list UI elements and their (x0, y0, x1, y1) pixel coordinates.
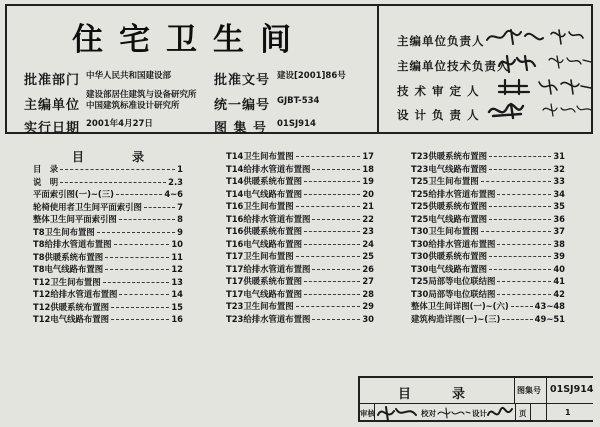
toc-entry-title: T8卫生间布置图 (33, 226, 95, 237)
toc-entry-title: T14卫生间布置图 (226, 151, 294, 161)
toc-entry-title: T23给排水管道布置图 (226, 313, 311, 324)
toc-leader-dots (481, 181, 552, 182)
toc-entry-title: T16电气线路布置图 (226, 238, 302, 249)
toc-leader-dots (304, 294, 360, 295)
toc-entry (226, 200, 374, 213)
strip-atlas-no-value: 01SJ914 (550, 384, 594, 395)
approval-no-label: 批准文号 (214, 73, 271, 88)
toc-leader-dots (304, 244, 360, 245)
toc-entry-title: 整体卫生间详图(一)~(六) (411, 301, 509, 311)
toc-entry-page: 10 (171, 239, 183, 249)
toc-entry (411, 175, 565, 188)
toc-entry (411, 225, 565, 238)
toc-entry-page: 19 (362, 176, 374, 186)
toc-entry-title: T25电气线路布置图 (411, 213, 487, 224)
signatory-role-chief-unit: 主编单位负责人 (397, 34, 485, 48)
main-unit-value-line2: 中国建筑标准设计研究所 (86, 101, 180, 111)
toc-leader-dots (481, 231, 552, 232)
toc-leader-dots (116, 194, 162, 195)
toc-entry-title: T14供暖系统布置图 (226, 176, 302, 186)
toc-entry (226, 263, 374, 276)
toc-entry-title: 建筑构造详图(一)~(三) (411, 313, 501, 324)
toc-entry-page: 27 (362, 276, 374, 286)
toc-entry (226, 250, 374, 263)
toc-entry (226, 288, 374, 301)
toc-entry-title: T30给排水管道布置图 (411, 238, 496, 249)
toc-entry-page: 37 (553, 226, 565, 236)
toc-entry-page: 28 (362, 288, 374, 299)
toc-entry-page: 4~6 (164, 189, 183, 199)
atlas-no-label: 图 集 号 (214, 121, 268, 136)
toc-entry-title: T14给排水管道布置图 (226, 163, 311, 174)
toc-entry-title: T30电气线路布置图 (411, 263, 487, 274)
toc-leader-dots (60, 182, 166, 183)
toc-leader-dots (296, 206, 361, 207)
toc-entry-page: 38 (553, 238, 565, 249)
toc-leader-dots (489, 156, 551, 157)
toc-entry-title: T17供暖系统布置图 (226, 276, 302, 286)
toc-entry-page: 43~48 (534, 301, 565, 311)
title-strip-vline-2 (546, 376, 547, 422)
toc-entry (226, 300, 374, 313)
toc-entry-page: 9 (177, 226, 183, 237)
toc-leader-dots (304, 194, 360, 195)
toc-entry-page: 49~51 (534, 313, 565, 324)
signature-chief-tech (497, 52, 595, 74)
toc-entry-page: 30 (362, 313, 374, 324)
toc-leader-dots (103, 282, 170, 283)
toc-entry-title: T23电气线路布置图 (411, 163, 487, 174)
document-title: 住宅卫生间 (72, 22, 307, 58)
toc-entry-page: 1 (177, 164, 183, 174)
toc-entry-page: 25 (362, 251, 374, 261)
toc-entry-title: T8给排水管道布置图 (33, 239, 112, 249)
toc-entry-page: 22 (362, 213, 374, 224)
strip-atlas-no-label: 图集号 (517, 386, 541, 395)
toc-entry-title: T25供暖系统布置图 (411, 201, 487, 211)
strip-page-label: 页 (519, 409, 527, 418)
toc-leader-dots (511, 306, 533, 307)
toc-leader-dots (489, 169, 551, 170)
toc-entry (411, 163, 565, 176)
toc-column-3 (411, 150, 565, 325)
toc-entry-page: 29 (362, 301, 374, 311)
strip-check-label: 校对 (421, 409, 436, 418)
toc-entry-page: 41 (553, 276, 565, 286)
toc-entry-title: T12电气线路布置图 (33, 314, 109, 324)
toc-entry (33, 213, 183, 226)
toc-entry-title: T14电气线路布置图 (226, 188, 302, 199)
main-unit-value-line1: 建设部居住建筑与设备研究所 (86, 90, 197, 100)
toc-leader-dots (304, 231, 360, 232)
toc-entry (226, 188, 374, 201)
toc-entry-title: 轮椅使用者卫生间平面索引图 (33, 201, 142, 212)
toc-entry (33, 276, 183, 289)
toc-entry (226, 163, 374, 176)
toc-entry-page: 11 (171, 251, 183, 262)
toc-entry-page: 8 (177, 214, 183, 224)
toc-entry (411, 263, 565, 276)
toc-column-1 (33, 163, 183, 326)
strip-review-label: 审核 (360, 409, 375, 418)
toc-entry-title: T30局部等电位联结图 (411, 288, 496, 299)
toc-leader-dots (296, 306, 361, 307)
toc-leader-dots (97, 232, 175, 233)
strip-signature-review (376, 403, 420, 422)
toc-leader-dots (497, 281, 551, 282)
toc-entry-page: 18 (362, 163, 374, 174)
toc-entry-title: T17电气线路布置图 (226, 288, 302, 299)
toc-entry-page: 20 (362, 188, 374, 199)
toc-leader-dots (111, 307, 169, 308)
toc-entry-page: 34 (553, 188, 565, 199)
toc-entry-title: T23供暖系统布置图 (411, 151, 487, 161)
toc-leader-dots (114, 244, 170, 245)
approval-dept-value: 中华人民共和国建设部 (86, 71, 172, 81)
strip-signature-check (436, 404, 472, 421)
toc-entry-page: 14 (171, 289, 183, 299)
toc-entry (411, 200, 565, 213)
toc-entry (411, 313, 565, 326)
toc-entry (33, 263, 183, 276)
toc-entry-page: 15 (171, 301, 183, 312)
toc-entry (33, 226, 183, 239)
toc-entry-title: T12给排水管道布置图 (33, 289, 118, 299)
toc-entry (411, 300, 565, 313)
toc-leader-dots (60, 169, 175, 170)
toc-entry-title: 整体卫生间平面索引图 (33, 214, 117, 224)
toc-entry-title: T23卫生间布置图 (226, 301, 294, 311)
toc-entry (33, 251, 183, 264)
signatory-role-design-lead: 设 计 负 责 人 (397, 108, 480, 122)
toc-entry-title: T12供暖系统布置图 (33, 301, 109, 312)
toc-entry (226, 238, 374, 251)
toc-heading: 目 录 (72, 150, 167, 164)
toc-leader-dots (312, 269, 360, 270)
toc-entry-page: 21 (362, 201, 374, 211)
toc-leader-dots (489, 256, 551, 257)
toc-entry-title: T25给排水管道布置图 (411, 188, 496, 199)
toc-entry (33, 301, 183, 314)
signatory-role-tech-review: 技 术 审 定 人 (397, 84, 480, 98)
toc-entry-title: T8供暖系统布置图 (33, 251, 104, 262)
toc-leader-dots (312, 319, 360, 320)
toc-leader-dots (304, 181, 360, 182)
toc-entry-title: T16供暖系统布置图 (226, 226, 302, 236)
toc-leader-dots (489, 269, 551, 270)
toc-entry-page: 7 (177, 201, 183, 212)
toc-entry-title: T17给排水管道布置图 (226, 263, 311, 274)
toc-entry (33, 201, 183, 214)
unified-no-label: 统一编号 (214, 98, 271, 113)
toc-leader-dots (489, 206, 551, 207)
toc-entry (411, 275, 565, 288)
toc-leader-dots (119, 219, 175, 220)
effective-date-label: 实行日期 (24, 121, 81, 136)
toc-entry-page: 17 (362, 151, 374, 161)
toc-entry-page: 26 (362, 263, 374, 274)
toc-leader-dots (497, 294, 551, 295)
toc-leader-dots (105, 269, 169, 270)
toc-entry (411, 213, 565, 226)
toc-entry-page: 39 (553, 251, 565, 261)
toc-leader-dots (296, 256, 361, 257)
strip-design-label: 设计 (472, 409, 487, 418)
toc-entry (226, 175, 374, 188)
toc-entry-title: 平面索引图(一)~(三) (33, 189, 114, 199)
toc-leader-dots (502, 319, 532, 320)
toc-entry (33, 313, 183, 326)
toc-entry (411, 188, 565, 201)
toc-entry-page: 12 (171, 264, 183, 274)
toc-entry-page: 23 (362, 226, 374, 236)
approval-no-value: 建设[2001]86号 (277, 71, 346, 81)
toc-leader-dots (489, 219, 551, 220)
toc-column-2 (226, 150, 374, 325)
toc-leader-dots (296, 156, 361, 157)
signature-chief-unit (485, 26, 585, 48)
toc-leader-dots (312, 219, 360, 220)
toc-entry-title: T17卫生间布置图 (226, 251, 294, 261)
title-strip-vline-1 (514, 376, 515, 403)
toc-entry-page: 24 (362, 238, 374, 249)
toc-entry (226, 225, 374, 238)
toc-entry-title: T25局部等电位联结图 (411, 276, 496, 286)
toc-entry (33, 176, 183, 189)
toc-entry (226, 150, 374, 163)
toc-entry-title: T16卫生间布置图 (226, 201, 294, 211)
strip-sheet-title: 目 录 (398, 387, 480, 402)
toc-entry (33, 188, 183, 201)
toc-entry-page: 33 (553, 176, 565, 186)
toc-entry-page: 31 (553, 151, 565, 161)
toc-entry-title: T8电气线路布置图 (33, 264, 104, 274)
toc-entry-page: 2.3 (168, 176, 183, 187)
toc-entry-title: 目 录 (33, 164, 59, 174)
toc-entry-page: 35 (553, 201, 565, 211)
atlas-no-value: 01SJ914 (277, 119, 316, 129)
toc-entry (33, 238, 183, 251)
toc-entry-title: T30供暖系统布置图 (411, 251, 487, 261)
toc-entry-page: 13 (171, 276, 183, 287)
toc-entry (226, 275, 374, 288)
toc-entry-title: 说 明 (33, 176, 59, 187)
toc-leader-dots (497, 244, 551, 245)
toc-entry-page: 40 (553, 263, 565, 274)
toc-entry-title: T30卫生间布置图 (411, 226, 479, 236)
toc-leader-dots (304, 281, 360, 282)
strip-page-value: 1 (565, 408, 571, 417)
toc-entry (226, 313, 374, 326)
effective-date-value: 2001年4月27日 (86, 119, 153, 129)
toc-entry (411, 250, 565, 263)
title-strip-vline-5 (530, 403, 531, 422)
toc-entry-page: 16 (171, 314, 183, 324)
toc-leader-dots (497, 194, 551, 195)
toc-leader-dots (119, 294, 169, 295)
title-strip-vline-4 (515, 403, 516, 422)
toc-entry (411, 150, 565, 163)
unified-no-value: GJBT-534 (277, 96, 320, 106)
toc-entry-title: T25卫生间布置图 (411, 176, 479, 186)
main-unit-label: 主编单位 (24, 98, 81, 113)
toc-entry (411, 238, 565, 251)
toc-entry-title: T12卫生间布置图 (33, 276, 101, 287)
signatory-role-chief-tech: 主编单位技术负责人 (397, 59, 510, 73)
toc-entry (33, 288, 183, 301)
toc-leader-dots (312, 169, 360, 170)
toc-entry-page: 32 (553, 163, 565, 174)
strip-signature-design (486, 403, 514, 422)
toc-entry-page: 42 (553, 288, 565, 299)
toc-leader-dots (144, 207, 175, 208)
toc-entry (33, 163, 183, 176)
toc-entry-title: T16给排水管道布置图 (226, 213, 311, 224)
toc-entry-page: 36 (553, 213, 565, 224)
signature-tech-review (497, 76, 595, 98)
toc-entry (226, 213, 374, 226)
approval-dept-label: 批准部门 (24, 73, 81, 88)
toc-leader-dots (105, 257, 169, 258)
toc-entry (411, 288, 565, 301)
title-block-divider (377, 6, 379, 132)
toc-leader-dots (111, 319, 169, 320)
signature-design-lead (487, 100, 595, 122)
